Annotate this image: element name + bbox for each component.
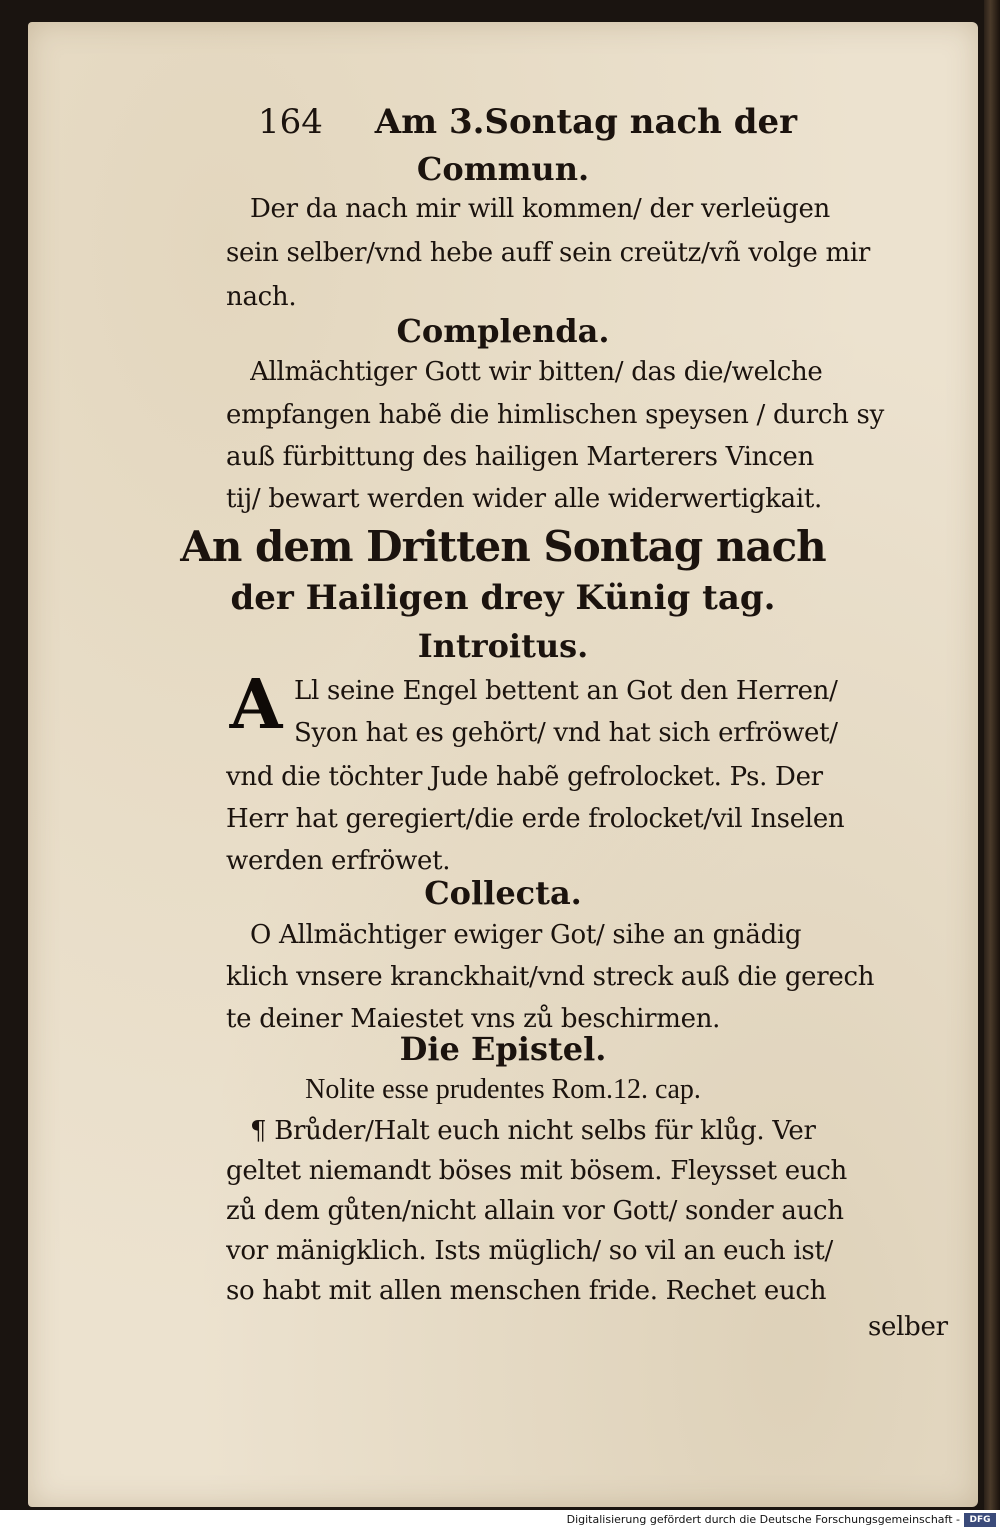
epistel-line: so habt mit allen menschen fride. Rechet euch: [226, 1276, 827, 1306]
collecta-heading: Collecta.: [424, 874, 582, 912]
collecta-line: klich vnsere kranckhait/vnd streck auß die gerech: [226, 962, 875, 992]
section-title-line1: An dem Dritten Sontag nach: [180, 522, 826, 571]
epistel-line: geltet niemandt böses mit bösem. Fleysset euch: [226, 1156, 847, 1186]
page-number: 164: [258, 102, 323, 142]
introitus-line: Herr hat geregiert/die erde frolocket/vil Inselen: [226, 804, 845, 834]
dfg-logo: DFG: [964, 1513, 996, 1527]
running-head-title: Am 3.Sontag nach der: [374, 102, 798, 142]
complenda-line: empfangen habẽ die himlischen speysen / durch sy: [226, 400, 884, 430]
collecta-line: O Allmächtiger ewiger Got/ sihe an gnädig: [250, 920, 802, 950]
epistel-reference: Nolite esse prudentes Rom.12. cap.: [305, 1074, 701, 1105]
introitus-heading: Introitus.: [417, 627, 589, 665]
decorated-initial: A: [229, 665, 283, 745]
running-head: [258, 102, 958, 142]
communio-heading: Commun.: [416, 150, 590, 188]
epistel-line: ¶ Brůder/Halt euch nicht selbs für klůg. Ver: [250, 1116, 816, 1146]
complenda-heading: Complenda.: [396, 312, 610, 350]
catchword: selber: [868, 1312, 948, 1342]
section-title-line2: der Hailigen drey Künig tag.: [230, 578, 776, 618]
complenda-line: tij/ bewart werden wider alle widerwertigkait.: [226, 484, 822, 514]
communio-line: nach.: [226, 282, 297, 312]
epistel-line: zů dem gůten/nicht allain vor Gott/ sonder auch: [226, 1196, 844, 1226]
book-page: [28, 22, 978, 1507]
page-text: [28, 22, 978, 1507]
communio-line: sein selber/vnd hebe auff sein creütz/vñ volge mir: [226, 238, 870, 268]
digitization-footer: [0, 1510, 1000, 1530]
communio-line: Der da nach mir will kommen/ der verleügen: [250, 194, 831, 224]
book-spine: [984, 0, 1000, 1510]
complenda-line: auß fürbittung des hailigen Marterers Vincen: [226, 442, 814, 472]
epistel-heading: Die Epistel.: [399, 1030, 607, 1068]
introitus-line: vnd die töchter Jude habẽ gefrolocket. Ps. Der: [226, 762, 823, 792]
footer-credit: Digitalisierung gefördert durch die Deutsche Forschungsgemeinschaft -: [566, 1513, 960, 1526]
epistel-line: vor mänigklich. Ists müglich/ so vil an euch ist/: [226, 1236, 834, 1266]
complenda-line: Allmächtiger Gott wir bitten/ das die/welche: [250, 357, 823, 387]
collecta-line: te deiner Maiestet vns zů beschirmen.: [226, 1004, 721, 1034]
introitus-line: Ll seine Engel bettent an Got den Herren/: [294, 676, 838, 706]
introitus-line: werden erfröwet.: [226, 846, 451, 876]
introitus-line: Syon hat es gehört/ vnd hat sich erfröwet/: [294, 718, 838, 748]
